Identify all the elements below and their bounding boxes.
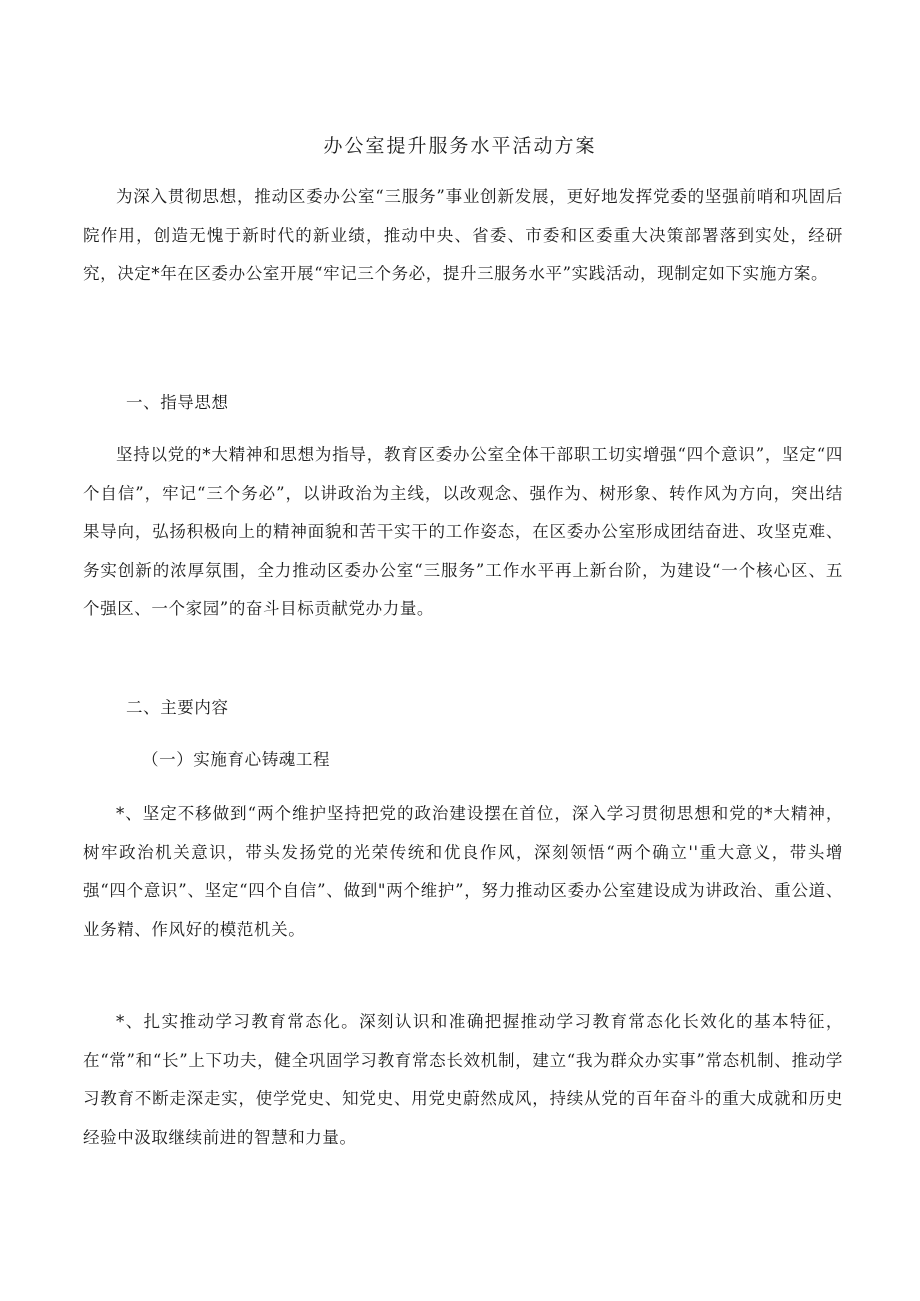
subsection-heading-soul-project: （一）实施育心铸魂工程 <box>142 750 331 769</box>
document-title: 办公室提升服务水平活动方案 <box>323 135 597 157</box>
section-heading-guiding-ideology: 一、指导思想 <box>126 393 229 412</box>
section-heading-main-content: 二、主要内容 <box>126 698 229 717</box>
guiding-ideology-paragraph: 坚持以党的*大精神和思想为指导，教育区委办公室全体干部职工切实增强“四个意识”，坚定“四个自信”，牢记“三个务必”，以讲政治为主线，以改观念、强作为、树形象、转作风为方向，突出结果导向，弘扬积极向上的精神面貌和苦干实干的工作姿态，在区委办公室形成团结奋进、攻坚克难、务实创新的浓厚氛围，全力推动区委办公室“三服务”工作水平再上新台阶，为建设“一个核心区、五个强区、一个家园”的奋斗目标贡献党办力量。 <box>83 445 843 618</box>
item-paragraph-political-loyalty: *、坚定不移做到“两个维护坚持把党的政治建设摆在首位，深入学习贯彻思想和党的*大精神，树牢政治机关意识，带头发扬党的光荣传统和优良作风，深刻领悟“两个确立''重大意义，带头增强“四个意识”、坚定“四个自信”、做到"两个维护”，努力推动区委办公室建设成为讲政治、重公道、业务精、作风好的模范机关。 <box>83 804 843 939</box>
intro-paragraph: 为深入贯彻思想，推动区委办公室“三服务”事业创新发展，更好地发挥党委的坚强前哨和巩固后院作用，创造无愧于新时代的新业绩，推动中央、省委、市委和区委重大决策部署落到实处，经研究，决定*年在区委办公室开展“牢记三个务必，提升三服务水平”实践活动，现制定如下实施方案。 <box>83 187 843 283</box>
item-paragraph-learning-education: *、扎实推动学习教育常态化。深刻认识和准确把握推动学习教育常态化长效化的基本特征，在“常”和“长”上下功夫，健全巩固学习教育常态长效机制，建立“我为群众办实事”常态机制、推动学习教育不断走深走实，使学党史、知党史、用党史蔚然成风，持续从党的百年奋斗的重大成就和历史经验中汲取继续前进的智慧和力量。 <box>83 1012 843 1147</box>
